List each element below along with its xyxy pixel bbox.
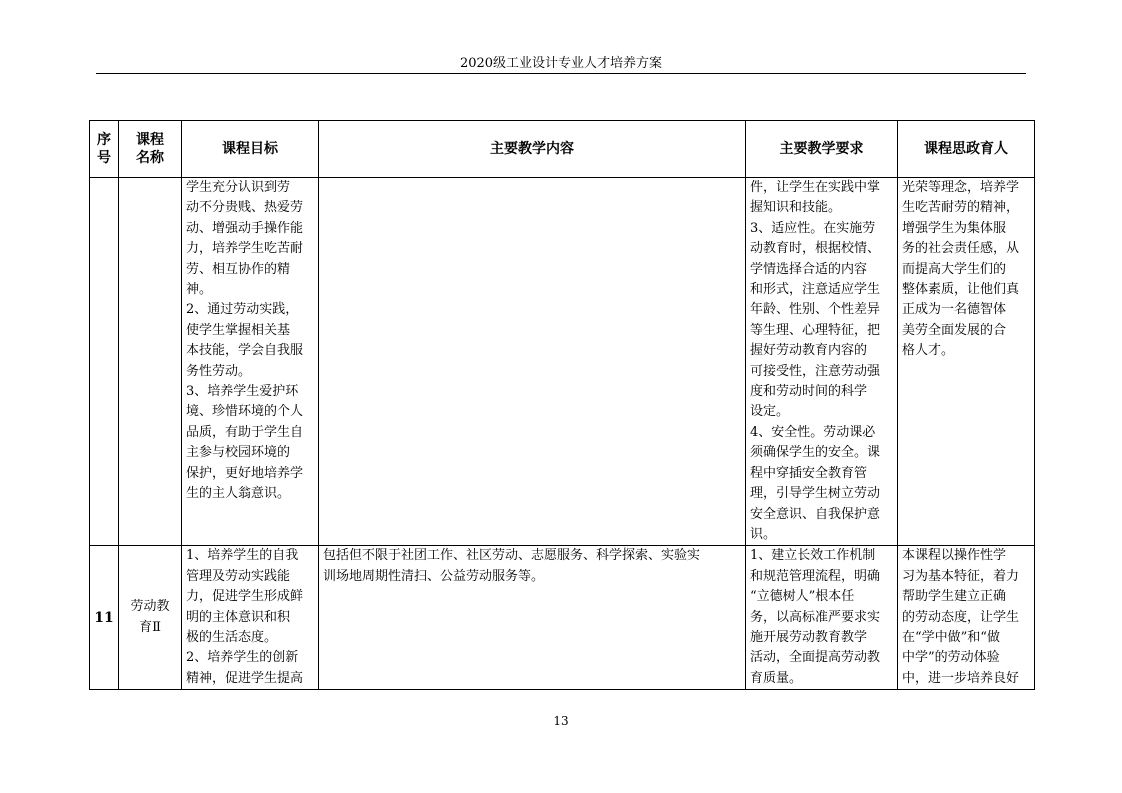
cell-text-line: 本技能，学会自我服 bbox=[186, 343, 304, 359]
cell-text-line: 主参与校园环境的 bbox=[186, 445, 291, 461]
cell-text-line: 品质，有助于学生自 bbox=[186, 424, 304, 440]
cell-text-line: 1、建立长效工作机制 bbox=[750, 548, 876, 564]
column-header-no-line: 号 bbox=[97, 150, 111, 166]
cell-text-line: 力，促进学生形成鲜 bbox=[186, 589, 304, 605]
cell-text-line: 极的生活态度。 bbox=[186, 629, 278, 645]
ideology-education-cell bbox=[898, 546, 1035, 690]
cell-text-line: 正成为一名德智体 bbox=[902, 302, 1007, 318]
column-header-no-line: 序 bbox=[97, 132, 111, 148]
cell-text-line: 光荣等理念，培养学 bbox=[902, 180, 1020, 195]
cell-text-line: 务，以高标准严要求实 bbox=[750, 609, 881, 625]
column-header-content: 主要教学内容 bbox=[319, 121, 746, 178]
column-header-name bbox=[119, 121, 182, 178]
cell-text-line: 2、培养学生的创新 bbox=[186, 650, 299, 666]
cell-text-line: 格人才。 bbox=[902, 343, 955, 359]
cell-text-line: 生的主人翁意识。 bbox=[186, 486, 291, 502]
column-header-goal: 课程目标 bbox=[182, 121, 319, 178]
ideology-education-cell bbox=[898, 178, 1035, 546]
cell-text-line: 神。 bbox=[186, 282, 213, 298]
cell-text-line: 境、珍惜环境的个人 bbox=[186, 404, 304, 420]
cell-text-line: “立德树人”根本任 bbox=[750, 589, 855, 605]
column-header-ideology: 课程思政育人 bbox=[898, 121, 1035, 178]
cell-text-line: 理，引导学生树立劳动 bbox=[750, 486, 881, 502]
cell-text-line: 和形式，注意适应学生 bbox=[750, 282, 881, 298]
column-header-requirements: 主要教学要求 bbox=[746, 121, 898, 178]
cell-text-line: 动教育时，根据校情、 bbox=[750, 241, 881, 257]
cell-text-line: 训场地周期性清扫、公益劳动服务等。 bbox=[323, 568, 545, 584]
course-table bbox=[89, 120, 1035, 690]
cell-text-line: 明的主体意识和积 bbox=[186, 609, 291, 625]
cell-text-line: 本课程以操作性学 bbox=[902, 548, 1007, 564]
cell-text-line: 务的社会责任感，从 bbox=[902, 241, 1020, 257]
cell-text-line: 而提高大学生们的 bbox=[902, 261, 1007, 277]
cell-text-line: 等生理、心理特征，把 bbox=[750, 322, 881, 338]
cell-text-line: 生吃苦耐劳的精神， bbox=[902, 200, 1020, 216]
cell-text-line: 程中穿插安全教育管 bbox=[750, 465, 868, 481]
cell-text-line: 设定。 bbox=[750, 404, 790, 420]
cell-text-line: 保护，更好地培养学 bbox=[186, 465, 304, 481]
cell-text-line: 1、培养学生的自我 bbox=[186, 548, 299, 564]
table-row bbox=[90, 178, 1035, 546]
cell-text-line: 劳动教 bbox=[130, 599, 170, 615]
cell-text-line: 增强学生为集体服 bbox=[902, 220, 1007, 236]
cell-text-line: 在“学中做”和“做 bbox=[902, 629, 1000, 645]
cell-text-line: 习为基本特征，着力 bbox=[902, 568, 1020, 584]
cell-text-line: 育Ⅱ bbox=[139, 619, 161, 635]
cell-text-line: 年龄、性别、个性差异 bbox=[750, 302, 881, 318]
row-number-cell: 11 bbox=[90, 546, 119, 690]
cell-text-line: 2、通过劳动实践， bbox=[186, 302, 299, 318]
cell-text-line: 的劳动态度，让学生 bbox=[902, 609, 1020, 625]
cell-text-line: 动不分贵贱、热爱劳 bbox=[186, 200, 304, 216]
column-header-name-line: 课程 bbox=[136, 132, 164, 148]
page-number: 13 bbox=[553, 714, 569, 728]
column-header-name-line: 名称 bbox=[136, 150, 164, 166]
course-goal-cell bbox=[182, 546, 319, 690]
cell-text-line: 管理及劳动实践能 bbox=[186, 568, 291, 584]
course-goal-cell bbox=[182, 178, 319, 546]
cell-text-line: 须确保学生的安全。课 bbox=[750, 445, 881, 461]
cell-text-line: 包括但不限于社团工作、社区劳动、志愿服务、科学探索、实验实 bbox=[323, 548, 701, 564]
cell-text-line: 动、增强动手操作能 bbox=[186, 220, 304, 236]
teaching-requirements-cell bbox=[746, 546, 898, 690]
cell-text-line: 务性劳动。 bbox=[186, 363, 252, 379]
cell-text-line: 3、培养学生爱护环 bbox=[186, 384, 299, 400]
teaching-requirements-cell bbox=[746, 178, 898, 546]
row-number-cell bbox=[90, 178, 119, 546]
table-header-row bbox=[90, 121, 1035, 178]
cell-text-line: 活动，全面提高劳动教 bbox=[750, 650, 881, 666]
cell-text-line: 中，进一步培养良好 bbox=[902, 670, 1020, 686]
cell-text-line: 力，培养学生吃苦耐 bbox=[186, 241, 304, 257]
cell-text-line: 安全意识、自我保护意 bbox=[750, 506, 881, 522]
header-rule bbox=[96, 73, 1026, 74]
teaching-content-cell bbox=[319, 178, 746, 546]
cell-text-line: 育质量。 bbox=[750, 670, 803, 686]
cell-text-line: 4、安全性。劳动课必 bbox=[750, 424, 876, 440]
running-header: 2020级工业设计专业人才培养方案 bbox=[459, 56, 663, 71]
cell-text-line: 中学”的劳动体验 bbox=[902, 650, 1000, 666]
cell-text-line: 精神，促进学生提高 bbox=[186, 670, 304, 686]
cell-text-line: 帮助学生建立正确 bbox=[902, 589, 1007, 605]
cell-text-line: 度和劳动时间的科学 bbox=[750, 384, 868, 400]
cell-text-line: 件，让学生在实践中掌 bbox=[750, 180, 881, 195]
cell-text-line: 使学生掌握相关基 bbox=[186, 322, 291, 338]
cell-text-line: 整体素质，让他们真 bbox=[902, 282, 1020, 298]
cell-text-line: 识。 bbox=[750, 526, 777, 542]
table-row bbox=[90, 546, 1035, 690]
cell-text-line: 学情选择合适的内容 bbox=[750, 261, 868, 277]
cell-text-line: 和规范管理流程，明确 bbox=[750, 568, 881, 584]
course-name-cell bbox=[119, 546, 182, 690]
cell-text-line: 3、适应性。在实施劳 bbox=[750, 220, 876, 236]
cell-text-line: 可接受性，注意劳动强 bbox=[750, 363, 881, 379]
cell-text-line: 施开展劳动教育教学 bbox=[750, 629, 868, 645]
cell-text-line: 握知识和技能。 bbox=[750, 200, 842, 216]
teaching-content-cell bbox=[319, 546, 746, 690]
cell-text-line: 学生充分认识到劳 bbox=[186, 180, 291, 195]
cell-text-line: 劳、相互协作的精 bbox=[186, 261, 291, 277]
column-header-no bbox=[90, 121, 119, 178]
cell-text-line: 握好劳动教育内容的 bbox=[750, 343, 868, 359]
course-name-cell bbox=[119, 178, 182, 546]
cell-text-line: 美劳全面发展的合 bbox=[902, 322, 1007, 338]
